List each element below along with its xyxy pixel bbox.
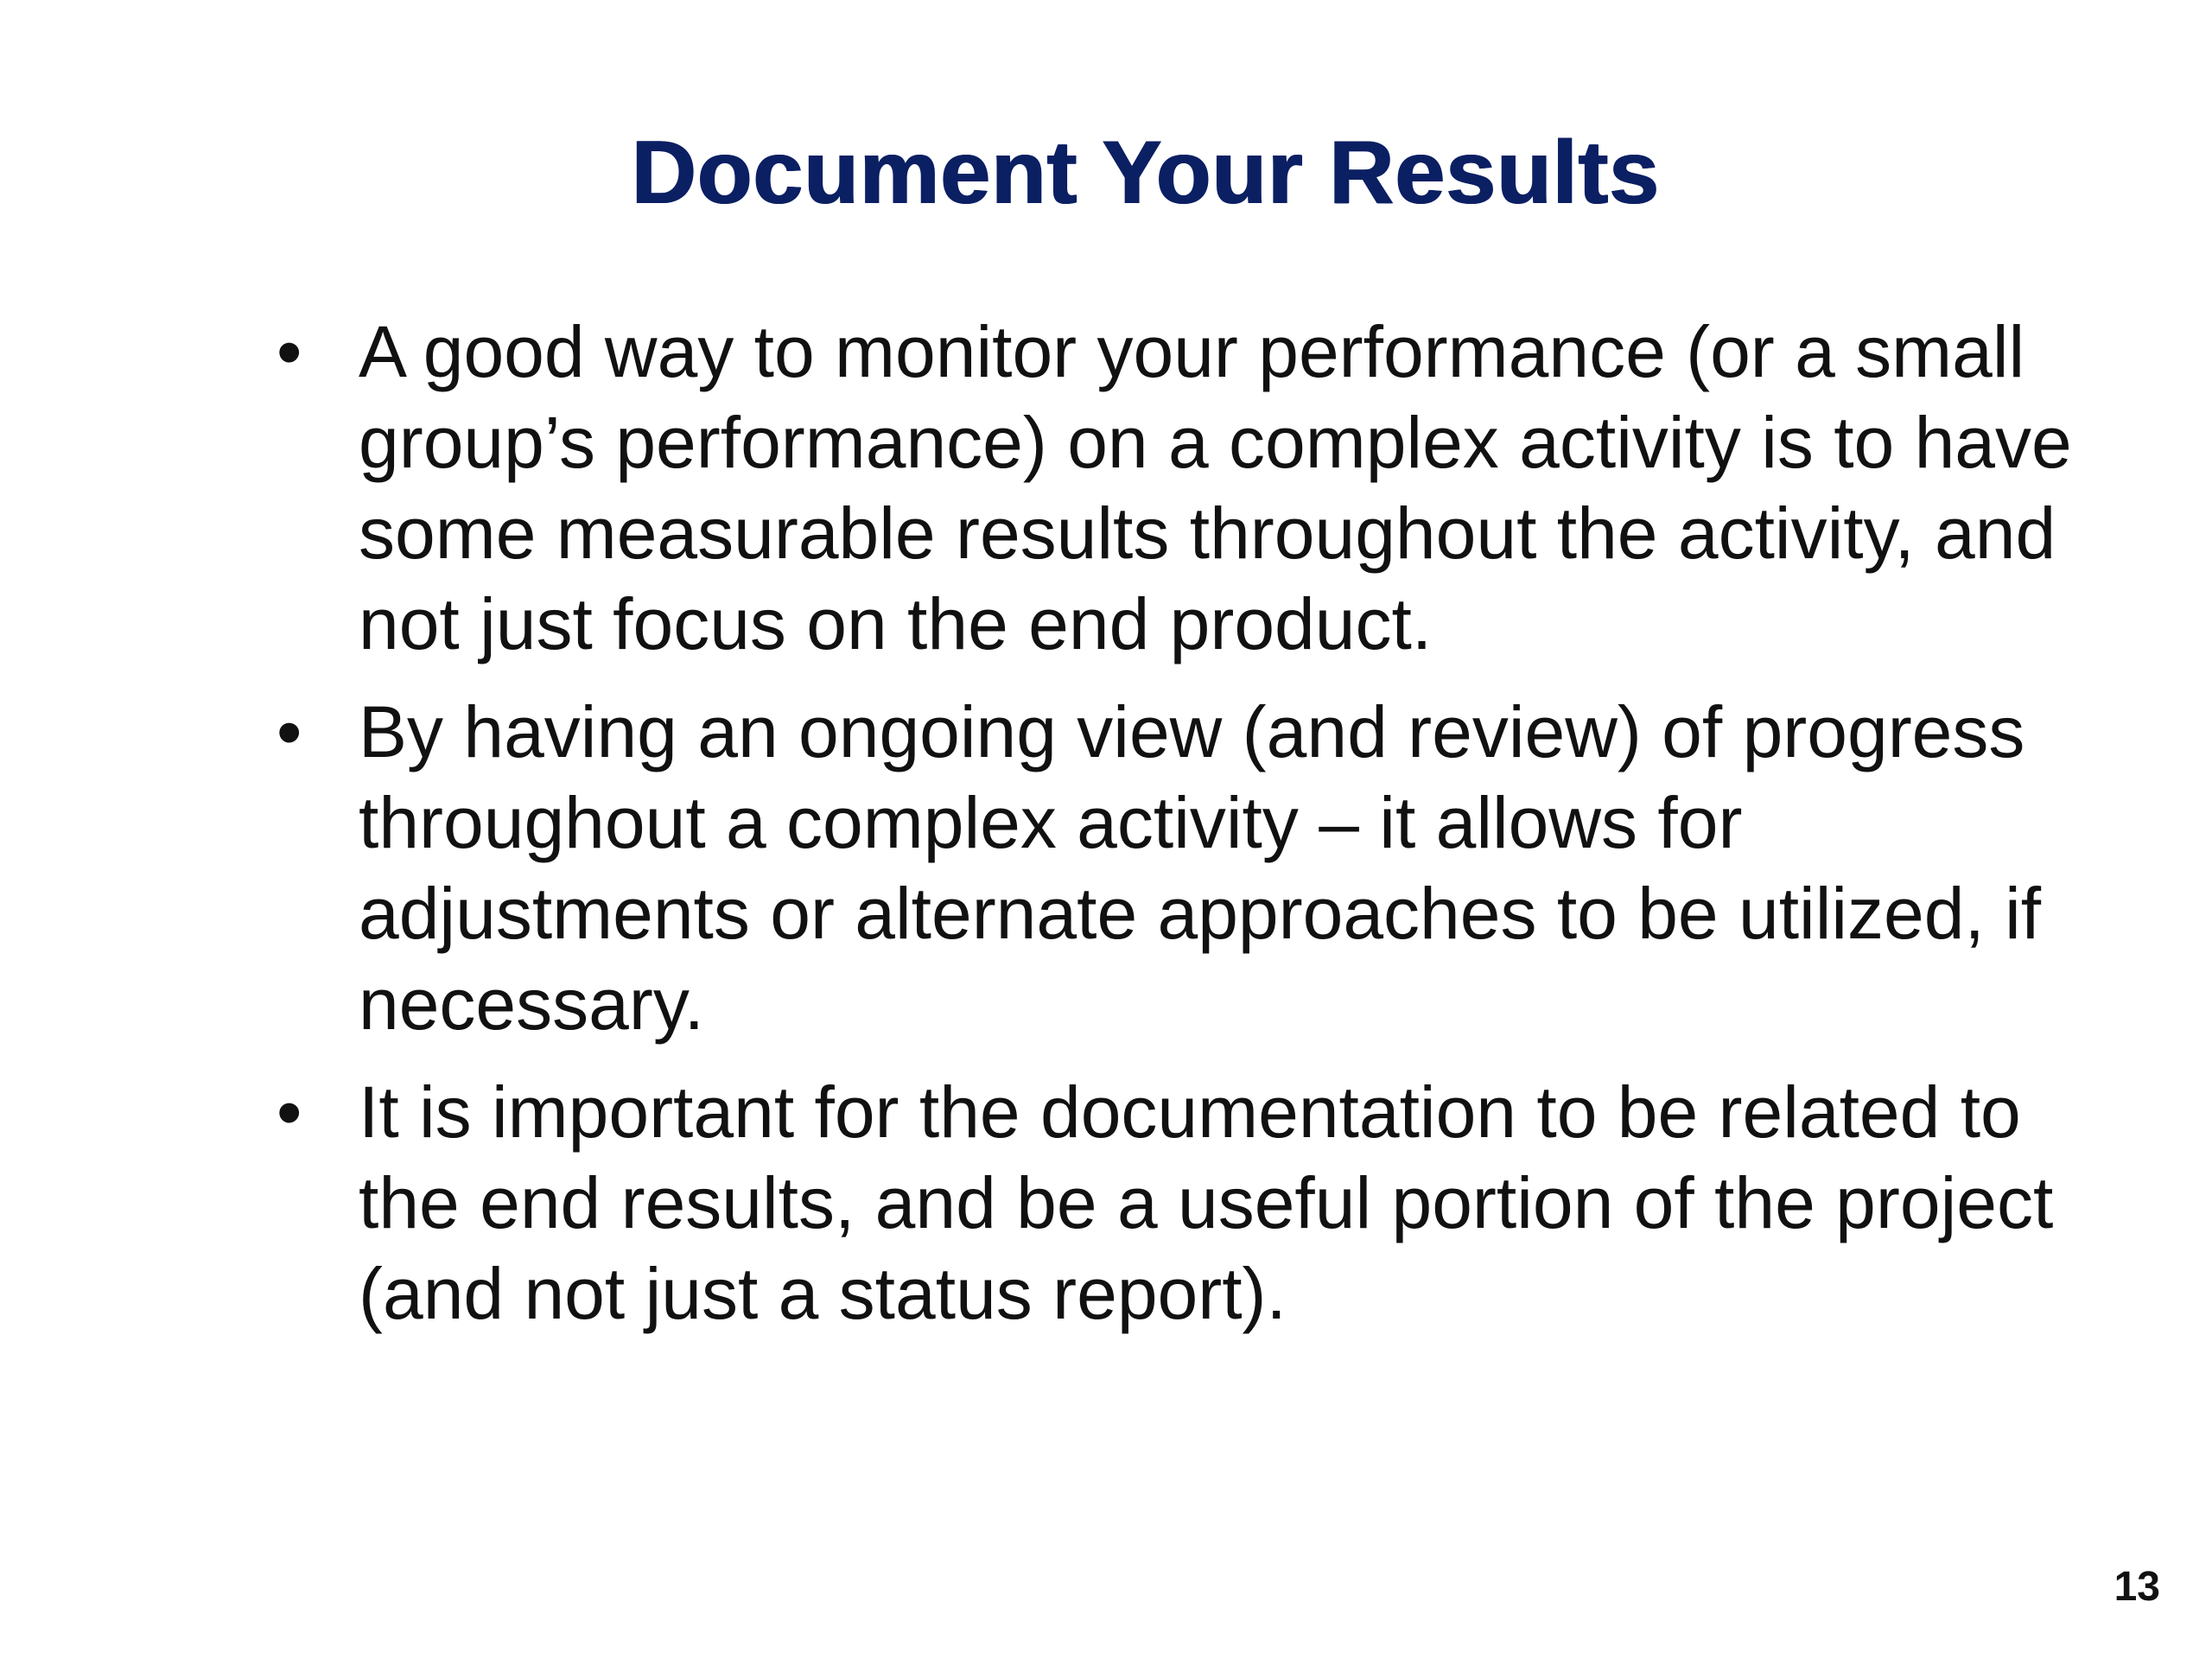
slide-title: Document Your Results [630, 123, 1660, 223]
bullet-item [259, 1067, 2074, 1339]
bullet-text: By having an ongoing view (and review) of progress throughout a complex activity – it allows for adjustments or alternate approaches to be utilized, if necessary. [359, 691, 2042, 1045]
bullet-marker: • [276, 691, 302, 772]
bullet-item [259, 687, 2074, 1050]
bullet-marker: • [276, 311, 302, 392]
bullet-marker: • [276, 1071, 302, 1153]
bullet-item [259, 307, 2074, 670]
bullet-text: A good way to monitor your performance (or a small group’s performance) on a complex activity is to have some measurable results throughout the activity, and not just focus on the end product. [359, 311, 2072, 664]
bullet-text: It is important for the documentation to be related to the end results, and be a useful portion of the project (and not just a status report). [359, 1071, 2054, 1334]
page-number: 13 [2113, 1564, 2160, 1610]
bullet-list [259, 307, 2074, 1357]
